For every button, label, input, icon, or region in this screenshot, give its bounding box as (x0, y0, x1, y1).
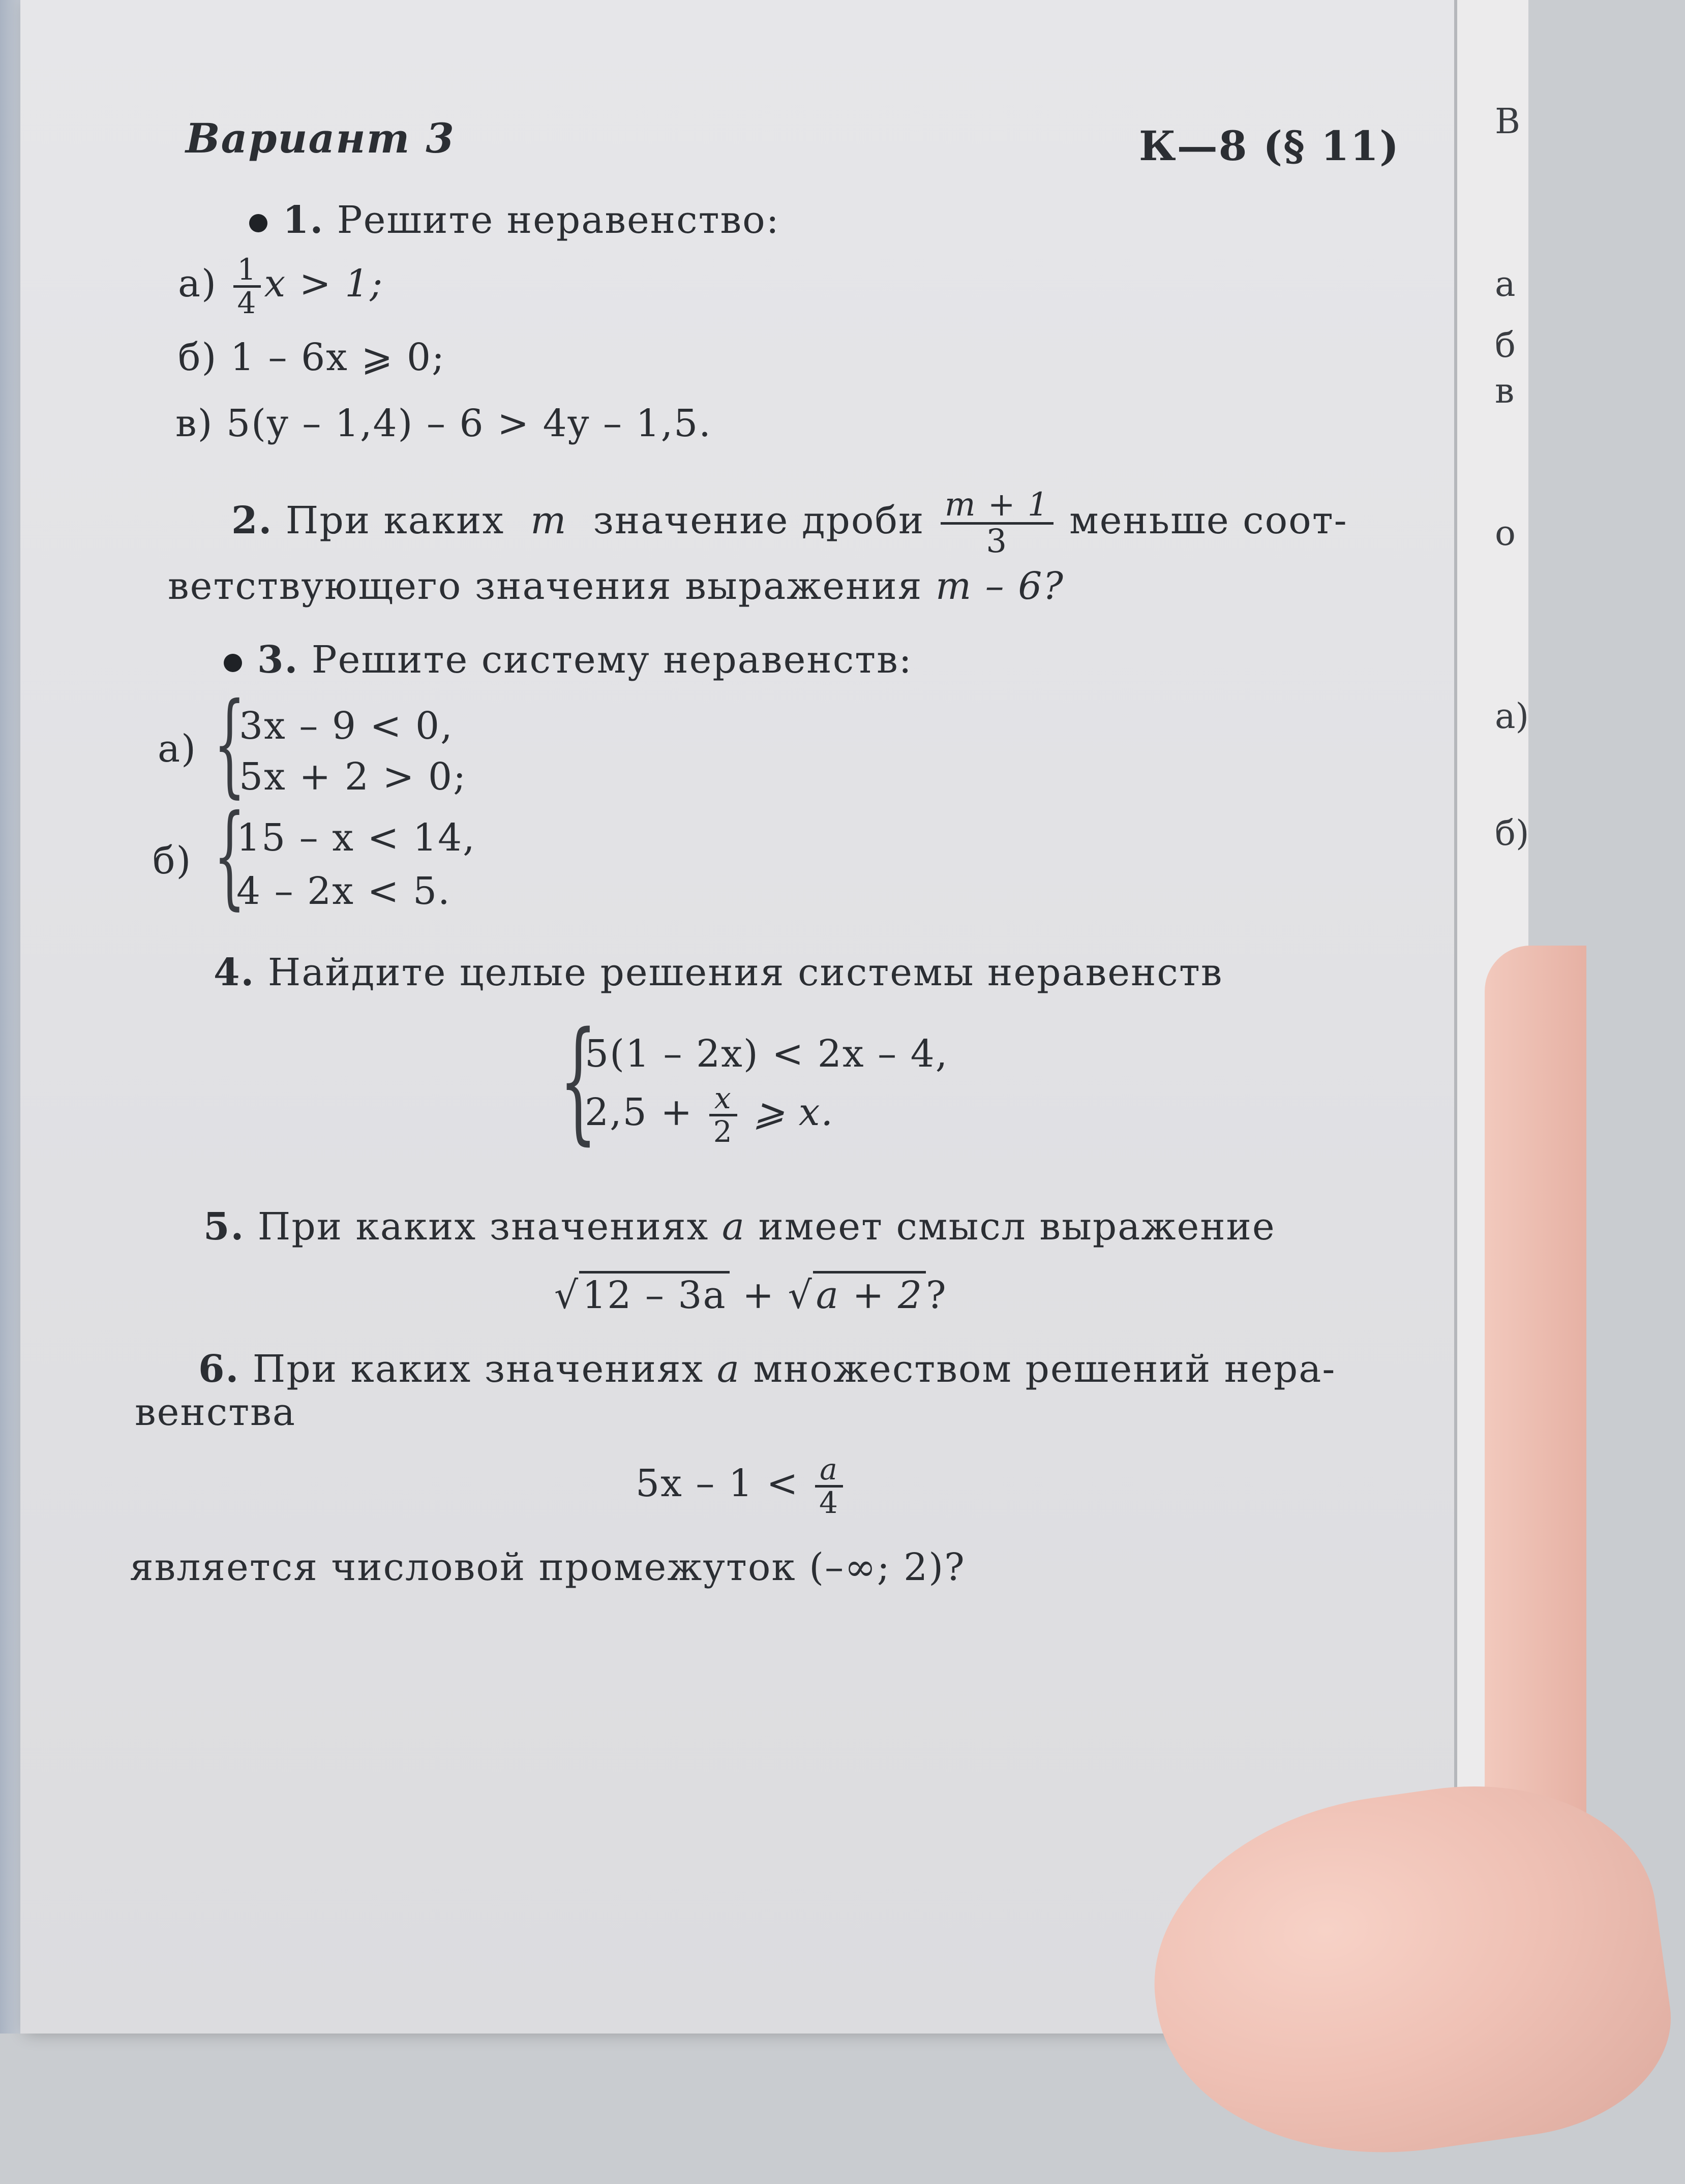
fraction: $\frac{x}{2}$ (709, 1083, 737, 1147)
task-1c: в) 5(y – 1,4) – 6 > 4y – 1,5. (175, 402, 712, 445)
sqrt-1: 12 – 3a (579, 1271, 729, 1317)
task-number: 1. (283, 198, 324, 242)
fraction: $\frac{1}{4}$ (233, 254, 261, 319)
task-4-heading: 4. Найдите целые решения системы неравенств (214, 951, 1223, 994)
task-6-heading: 6. При каких значениях a множеством решений нера- (198, 1347, 1336, 1391)
task-2-line1: 2. При каких m значение дроби $\frac{m + 1}{3}$ меньше соот- (231, 486, 1348, 561)
finger (1485, 946, 1586, 1912)
task-1b: б) 1 – 6x ⩾ 0; (178, 336, 445, 379)
task-6-line4: является числовой промежуток (–∞; 2)? (130, 1545, 966, 1589)
task-3-heading: 3. Решите систему неравенств: (224, 638, 913, 682)
next-page-letter: в (1495, 371, 1515, 411)
task-2-line2: ветствующего значения выражения m – 6? (168, 564, 1064, 608)
next-page-letter: а (1495, 264, 1516, 305)
next-page-letter: б (1495, 325, 1516, 366)
system-brace: { (214, 791, 246, 921)
task-4-line1: 5(1 – 2x) < 2x – 4, (585, 1032, 949, 1076)
task-3a-label: а) (158, 727, 197, 771)
next-page-letter: б) (1495, 813, 1529, 854)
task-3a-line1: 3x – 9 < 0, (239, 704, 454, 748)
task-3b-label: б) (153, 839, 192, 883)
test-code: К—8 (§ 11) (1139, 122, 1400, 170)
task-1-heading (249, 198, 780, 242)
task-6-inequality: 5x – 1 < $\frac{a}{4}$ (636, 1454, 846, 1519)
task-4-line2: 2,5 + $\frac{x}{2}$ ⩾ x. (585, 1081, 834, 1149)
sqrt-2: a + 2 (813, 1271, 926, 1317)
next-page-letter: а) (1495, 696, 1529, 737)
task-3b-line2: 4 – 2x < 5. (236, 869, 451, 913)
task-3b-line1: 15 – x < 14, (236, 816, 476, 860)
task-3a-line2: 5x + 2 > 0; (239, 755, 467, 799)
next-page-letter: о (1495, 513, 1516, 554)
task-title: Решите неравенство: (337, 198, 780, 242)
task-5-expression: √12 – 3a + √a + 2? (554, 1271, 947, 1317)
bullet-icon (249, 214, 267, 232)
next-page-letter: В (1495, 102, 1520, 142)
bullet-icon (224, 654, 242, 672)
fraction: $\frac{m + 1}{3}$ (941, 488, 1054, 559)
system-brace: { (559, 1004, 597, 1158)
task-5-heading: 5. При каких значениях a имеет смысл выражение (203, 1205, 1276, 1249)
system-brace: { (214, 679, 246, 809)
variant-title: Вариант 3 (186, 114, 455, 162)
task-1a: а) $\frac{1}{4}$ x > 1; (178, 252, 384, 320)
fraction: $\frac{a}{4}$ (815, 1454, 843, 1519)
task-6-line2: венства (135, 1390, 296, 1434)
